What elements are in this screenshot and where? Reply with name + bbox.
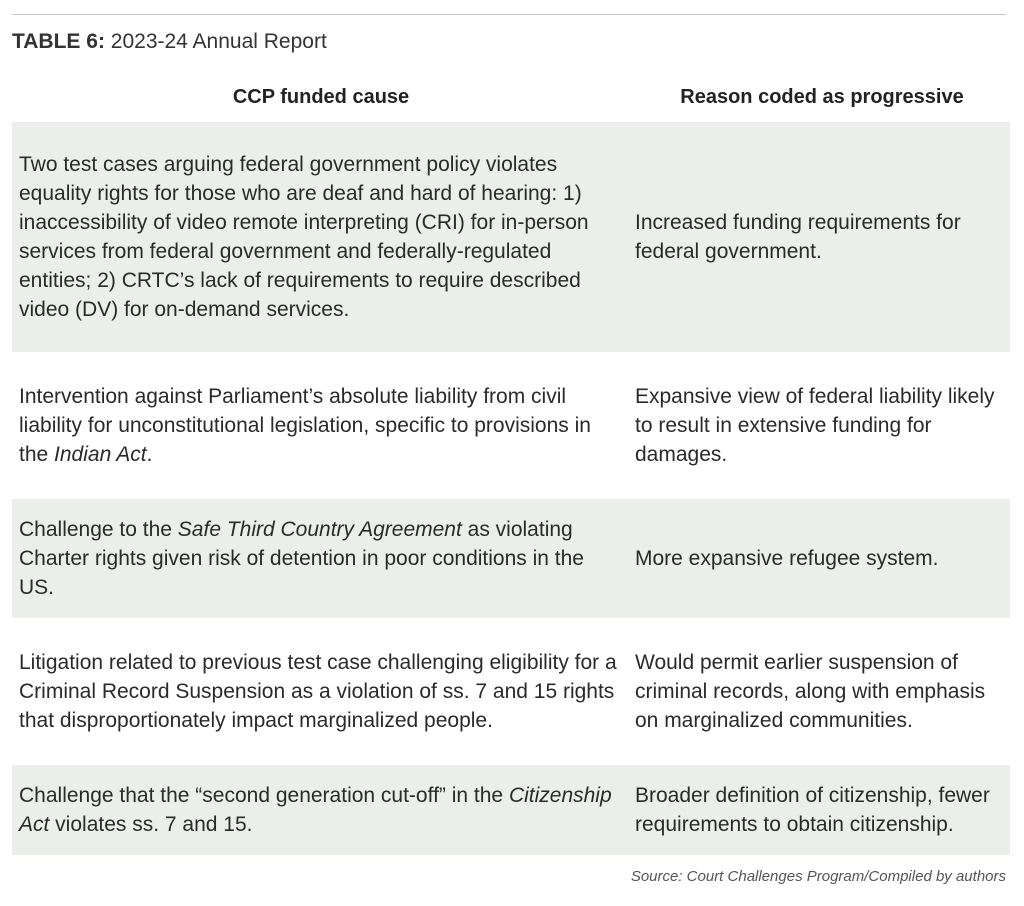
cause-text: Challenge to the: [19, 518, 178, 541]
cause-text: as violating Charter rights given risk of detention in poor conditions in the US.: [19, 518, 584, 599]
cause-text: Two test cases arguing federal government policy violates equality rights for those who are deaf and hard of hearing: 1) inaccessibility of video remote interpreting (CRI) for in-person services from federal government and federally-regulated entities; 2) CRTC’s lack of requirements to require described video (DV) for on-demand services.: [19, 153, 589, 321]
table-title-label: TABLE 6:: [12, 30, 105, 53]
cause-text: Litigation related to previous test case challenging eligibility for a Criminal Record Suspension as a violation of ss. 7 and 15 rights that disproportionately impact marginalized people.: [19, 651, 617, 732]
reason-cell: Expansive view of federal liability likely to result in extensive funding for damages.: [635, 385, 995, 466]
column-header-reason: Reason coded as progressive: [680, 86, 964, 108]
table-row: [12, 632, 1010, 751]
table-row: [12, 765, 1010, 855]
cause-cell: [12, 648, 635, 735]
cause-text: Intervention against Parliament’s absolute liability from civil liability for unconstitutional legislation, specific to provisions in the: [19, 385, 591, 466]
cause-text: violates ss. 7 and 15.: [49, 813, 253, 836]
cause-text: Challenge that the “second generation cut-off” in the: [19, 784, 509, 807]
reason-cell: Broader definition of citizenship, fewer requirements to obtain citizenship.: [635, 784, 990, 836]
table-title-text: 2023-24 Annual Report: [110, 30, 327, 53]
cause-cell: [12, 382, 635, 469]
cause-cell: [12, 781, 635, 839]
table-row: [12, 499, 1010, 618]
table-row: [12, 366, 1010, 485]
top-divider: [12, 14, 1006, 15]
reason-cell: Would permit earlier suspension of criminal records, along with emphasis on marginalized communities.: [635, 651, 986, 732]
column-header-cause: CCP funded cause: [232, 86, 410, 108]
table-title: [12, 30, 327, 54]
table-row: [12, 122, 1010, 352]
cause-text: .: [146, 443, 153, 466]
cause-cell: [12, 150, 635, 324]
cause-italic-text: Safe Third Country Agreement: [177, 518, 462, 541]
cause-cell: [12, 515, 635, 602]
source-note: Source: Court Challenges Program/Compiled by authors: [630, 868, 1006, 885]
cause-italic-text: Indian Act: [54, 443, 147, 466]
reason-cell: More expansive refugee system.: [635, 547, 939, 570]
reason-cell: Increased funding requirements for federal government.: [635, 211, 961, 263]
table-body: [12, 122, 1010, 855]
table-header: [12, 82, 1010, 122]
cause-italic-text: Citizenship Act: [19, 784, 612, 836]
data-table: [12, 82, 1010, 869]
